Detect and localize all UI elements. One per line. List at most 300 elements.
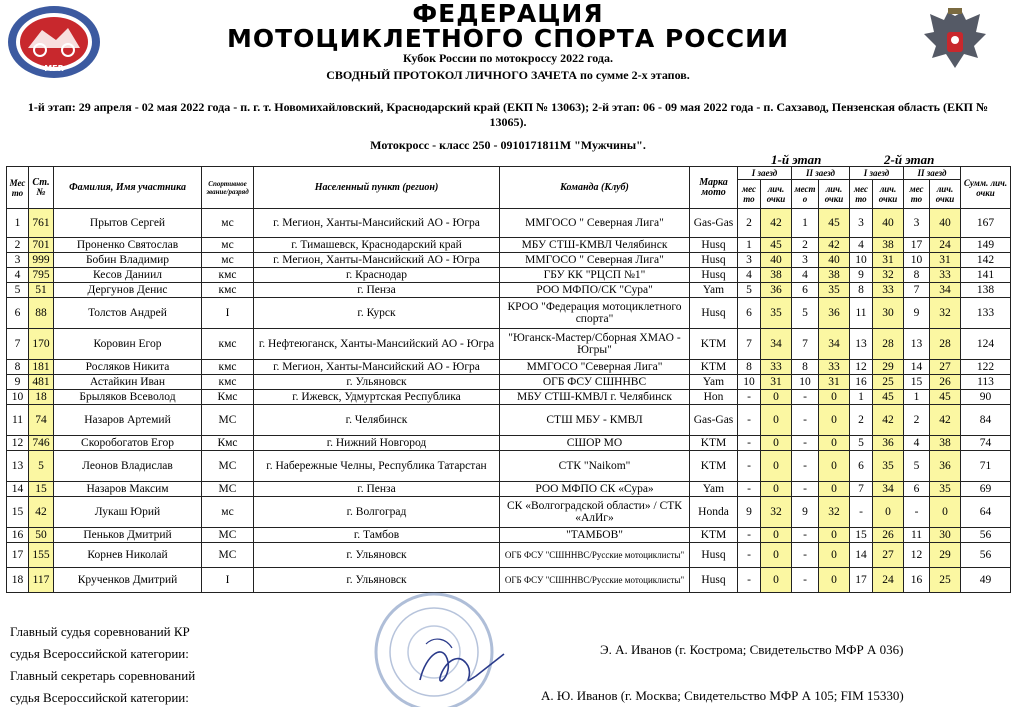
row-moto: Husq [690,568,738,593]
row-s1r2-points: 0 [819,451,850,482]
row-s1r2-points: 0 [819,436,850,451]
row-city: г. Тамбов [254,528,500,543]
row-s1r2-place: 9 [792,497,819,528]
row-name: Кесов Даниил [54,268,202,283]
row-s1r2-points: 38 [819,268,850,283]
row-s1r1-points: 0 [761,390,792,405]
official-stamp-seal [356,582,506,707]
row-s1r1-place: - [738,543,761,568]
row-total: 142 [961,253,1011,268]
secretary-name: А. Ю. Иванов (г. Москва; Свидетельство МФР А 105; FIM 15330) [541,688,904,703]
row-place: 18 [7,568,29,593]
row-s1r1-points: 35 [761,298,792,329]
table-row [7,209,1011,238]
row-s2r2-place: - [904,497,930,528]
row-s2r2-place: 17 [904,238,930,253]
row-rank: кмс [202,329,254,360]
row-city: г. Курск [254,298,500,329]
row-s2r2-place: 12 [904,543,930,568]
col-total: Сумм. лич. очки [961,167,1011,209]
results-table [6,166,1011,593]
row-place: 3 [7,253,29,268]
row-s1r1-points: 0 [761,543,792,568]
row-place: 8 [7,360,29,375]
row-s1r2-points: 45 [819,209,850,238]
table-row [7,253,1011,268]
row-s1r1-points: 0 [761,451,792,482]
row-moto: Husq [690,543,738,568]
row-s1r2-place: - [792,390,819,405]
col-s1r1-place: мес то [738,180,761,209]
col-s1r1-points: лич. очки [761,180,792,209]
row-rank: МС [202,528,254,543]
row-start-no: 117 [29,568,54,593]
row-total: 124 [961,329,1011,360]
row-s2r1-place: 1 [850,390,873,405]
table-row [7,405,1011,436]
row-start-no: 74 [29,405,54,436]
row-s1r1-points: 0 [761,436,792,451]
row-s2r2-points: 27 [930,360,961,375]
row-s2r2-points: 31 [930,253,961,268]
row-s1r2-place: 10 [792,375,819,390]
row-total: 133 [961,298,1011,329]
row-s1r2-points: 32 [819,497,850,528]
row-start-no: 746 [29,436,54,451]
col-start-no: Ст. № [29,167,54,209]
col-s2r2-points: лич. очки [930,180,961,209]
row-team: СШОР МО [500,436,690,451]
row-rank: МС [202,451,254,482]
col-place: Мес то [7,167,29,209]
stage1-label: 1-й этап [771,152,822,167]
table-row [7,329,1011,360]
row-s2r2-place: 1 [904,390,930,405]
row-name: Прытов Сергей [54,209,202,238]
row-s2r1-place: 8 [850,283,873,298]
row-s2r2-points: 40 [930,209,961,238]
row-rank: кмс [202,375,254,390]
row-s2r1-place: 9 [850,268,873,283]
row-place: 5 [7,283,29,298]
row-total: 71 [961,451,1011,482]
row-s1r1-points: 34 [761,329,792,360]
row-moto: Husq [690,298,738,329]
row-s1r1-place: - [738,405,761,436]
row-team: РОО МФПО/СК "Сура" [500,283,690,298]
row-s1r2-place: - [792,543,819,568]
row-team: КРОО "Федерация мотоциклетного спорта" [500,298,690,329]
row-place: 16 [7,528,29,543]
stages-info: 1-й этап: 29 апреля - 02 мая 2022 года - п. г. т. Новомихайловский, Краснодарский край (ЕКП № 13063); 2-й этап: 06 - 09 мая 2022 года - п. Сахзавод, Пензенская область (ЕКП № 13065). [27,100,989,129]
row-s2r2-points: 33 [930,268,961,283]
row-s1r1-place: - [738,390,761,405]
row-moto: Yam [690,375,738,390]
row-s2r2-points: 0 [930,497,961,528]
row-s2r1-place: 14 [850,543,873,568]
table-row [7,375,1011,390]
row-start-no: 761 [29,209,54,238]
judge-label-2: судья Всероссийской категории: [10,646,189,661]
judge-label-1: Главный судья соревнований КР [10,624,190,639]
row-team: ОГБ ФСУ СШННВС [500,375,690,390]
row-name: Астайкин Иван [54,375,202,390]
row-name: Корнев Николай [54,543,202,568]
row-rank: мс [202,497,254,528]
row-moto: KTM [690,329,738,360]
row-s2r1-points: 27 [873,543,904,568]
row-city: г. Ульяновск [254,568,500,593]
row-rank: кмс [202,268,254,283]
row-s2r1-points: 38 [873,238,904,253]
judge-name: Э. А. Иванов (г. Кострома; Свидетельство МФР А 036) [600,642,904,657]
secretary-label-1: Главный секретарь соревнований [10,668,196,683]
row-s2r1-place: - [850,497,873,528]
row-rank: I [202,568,254,593]
row-s1r2-place: - [792,451,819,482]
row-name: Росляков Никита [54,360,202,375]
row-s1r1-points: 31 [761,375,792,390]
row-s1r1-place: 6 [738,298,761,329]
row-rank: мс [202,253,254,268]
row-s2r1-place: 17 [850,568,873,593]
col-s2-race2: II заезд [904,167,961,180]
row-s2r1-points: 45 [873,390,904,405]
row-s1r2-points: 35 [819,283,850,298]
row-s2r2-points: 36 [930,451,961,482]
row-s1r2-place: - [792,436,819,451]
row-s2r1-place: 10 [850,253,873,268]
row-s1r2-place: 3 [792,253,819,268]
row-rank: МС [202,543,254,568]
row-rank: кмс [202,360,254,375]
row-rank: МС [202,405,254,436]
row-place: 4 [7,268,29,283]
row-moto: Gas-Gas [690,405,738,436]
row-place: 13 [7,451,29,482]
row-place: 6 [7,298,29,329]
table-row [7,268,1011,283]
row-s2r2-points: 28 [930,329,961,360]
row-s1r1-points: 0 [761,482,792,497]
row-team: "ТАМБОВ" [500,528,690,543]
row-s1r1-points: 42 [761,209,792,238]
row-s1r1-place: 1 [738,238,761,253]
row-s2r1-place: 12 [850,360,873,375]
row-rank: мс [202,238,254,253]
row-s1r1-place: 2 [738,209,761,238]
row-city: г. Пенза [254,283,500,298]
row-total: 56 [961,528,1011,543]
row-rank: мс [202,209,254,238]
row-team: СТК "Naikom" [500,451,690,482]
row-team: МБУ СТШ-КМВЛ Челябинск [500,238,690,253]
row-team: ОГБ ФСУ "СШННВС/Русские мотоциклисты" [500,543,690,568]
row-name: Крученков Дмитрий [54,568,202,593]
row-moto: Husq [690,253,738,268]
row-start-no: 795 [29,268,54,283]
row-total: 122 [961,360,1011,375]
row-s2r1-points: 33 [873,283,904,298]
row-moto: KTM [690,528,738,543]
stage2-label: 2-й этап [884,152,935,167]
row-s2r1-points: 42 [873,405,904,436]
col-s1-race1: I заезд [738,167,792,180]
row-s2r2-points: 30 [930,528,961,543]
row-s1r2-points: 31 [819,375,850,390]
row-s1r1-place: 7 [738,329,761,360]
row-s2r2-place: 14 [904,360,930,375]
table-row [7,238,1011,253]
row-city: г. Ижевск, Удмуртская Республика [254,390,500,405]
row-s1r1-points: 0 [761,405,792,436]
table-row [7,451,1011,482]
row-start-no: 51 [29,283,54,298]
class-info: Мотокросс - класс 250 - 0910171811М "Мужчины". [370,138,646,152]
row-total: 84 [961,405,1011,436]
row-s1r2-points: 0 [819,543,850,568]
row-s1r2-place: - [792,528,819,543]
row-s2r2-place: 16 [904,568,930,593]
row-s2r1-place: 5 [850,436,873,451]
row-s2r1-place: 7 [850,482,873,497]
col-s1r2-place: мест о [792,180,819,209]
col-s2r1-place: мес то [850,180,873,209]
row-s2r1-points: 34 [873,482,904,497]
row-s2r1-place: 16 [850,375,873,390]
row-s1r1-place: 4 [738,268,761,283]
row-s1r1-points: 45 [761,238,792,253]
row-start-no: 15 [29,482,54,497]
row-s2r1-points: 26 [873,528,904,543]
title-line2: МОТОЦИКЛЕТНОГО СПОРТА РОССИИ [226,24,789,53]
row-moto: KTM [690,451,738,482]
row-city: г. Ульяновск [254,543,500,568]
row-s2r2-points: 29 [930,543,961,568]
row-city: г. Нижний Новгород [254,436,500,451]
row-moto: KTM [690,436,738,451]
row-s2r2-place: 3 [904,209,930,238]
row-moto: KTM [690,360,738,375]
row-s1r1-points: 32 [761,497,792,528]
table-row [7,528,1011,543]
table-row [7,390,1011,405]
row-name: Назаров Артемий [54,405,202,436]
row-total: 74 [961,436,1011,451]
row-place: 10 [7,390,29,405]
row-start-no: 50 [29,528,54,543]
row-total: 141 [961,268,1011,283]
row-s2r1-place: 15 [850,528,873,543]
col-s2-race1: I заезд [850,167,904,180]
row-s2r2-place: 6 [904,482,930,497]
row-name: Толстов Андрей [54,298,202,329]
row-s1r1-points: 0 [761,528,792,543]
col-moto: Марка мото [690,167,738,209]
row-start-no: 18 [29,390,54,405]
row-name: Назаров Максим [54,482,202,497]
row-s1r2-points: 34 [819,329,850,360]
row-s1r1-place: 9 [738,497,761,528]
row-start-no: 170 [29,329,54,360]
row-s1r2-place: 7 [792,329,819,360]
row-moto: Gas-Gas [690,209,738,238]
row-city: г. Челябинск [254,405,500,436]
row-place: 15 [7,497,29,528]
row-s2r1-place: 4 [850,238,873,253]
col-rank: Спортивное звание/разряд [202,167,254,209]
row-s1r2-points: 0 [819,482,850,497]
row-start-no: 481 [29,375,54,390]
row-start-no: 155 [29,543,54,568]
row-s1r2-place: 4 [792,268,819,283]
row-s2r1-points: 32 [873,268,904,283]
row-s1r2-points: 0 [819,528,850,543]
row-moto: Honda [690,497,738,528]
row-city: г. Волгоград [254,497,500,528]
row-s2r1-points: 35 [873,451,904,482]
row-s1r1-place: - [738,528,761,543]
row-s1r2-points: 0 [819,390,850,405]
row-s1r1-points: 33 [761,360,792,375]
row-s2r2-place: 2 [904,405,930,436]
row-start-no: 999 [29,253,54,268]
row-s2r1-points: 29 [873,360,904,375]
col-s2r1-points: лич. очки [873,180,904,209]
row-s2r2-place: 13 [904,329,930,360]
row-s1r1-points: 0 [761,568,792,593]
row-s2r2-place: 11 [904,528,930,543]
row-s1r1-place: 8 [738,360,761,375]
table-row [7,482,1011,497]
row-city: г. Нефтеюганск, Ханты-Мансийский АО - Югра [254,329,500,360]
row-city: г. Тимашевск, Краснодарский край [254,238,500,253]
row-name: Проненко Святослав [54,238,202,253]
row-name: Скоробогатов Егор [54,436,202,451]
secretary-label-2: судья Всероссийской категории: [10,690,189,705]
row-start-no: 5 [29,451,54,482]
row-s1r1-place: 5 [738,283,761,298]
row-rank: Кмс [202,390,254,405]
row-s2r1-place: 2 [850,405,873,436]
row-s1r1-points: 36 [761,283,792,298]
row-s1r2-place: 2 [792,238,819,253]
row-rank: Кмс [202,436,254,451]
protocol-title: СВОДНЫЙ ПРОТОКОЛ ЛИЧНОГО ЗАЧЕТА по сумме 2-х этапов. [326,68,690,82]
row-s2r1-place: 11 [850,298,873,329]
row-name: Лукаш Юрий [54,497,202,528]
row-team: "Юганск-Мастер/Сборная ХМАО - Югры" [500,329,690,360]
row-s1r1-place: - [738,451,761,482]
row-s2r2-points: 26 [930,375,961,390]
row-total: 113 [961,375,1011,390]
row-place: 17 [7,543,29,568]
row-s2r1-place: 6 [850,451,873,482]
row-s1r2-points: 33 [819,360,850,375]
table-row [7,436,1011,451]
row-team: ММГОСО " Северная Лига" [500,209,690,238]
row-start-no: 701 [29,238,54,253]
row-s1r2-points: 0 [819,568,850,593]
row-s2r2-place: 7 [904,283,930,298]
row-name: Бобин Владимир [54,253,202,268]
row-city: г. Мегион, Ханты-Мансийский АО - Югра [254,209,500,238]
row-s2r1-points: 24 [873,568,904,593]
row-s1r2-place: - [792,482,819,497]
row-s2r1-points: 31 [873,253,904,268]
row-s1r2-place: - [792,568,819,593]
title-line1: ФЕДЕРАЦИЯ [412,0,604,28]
row-s2r2-place: 15 [904,375,930,390]
row-s1r2-place: - [792,405,819,436]
row-city: г. Пенза [254,482,500,497]
row-team: ММГОСО "Северная Лига" [500,360,690,375]
row-place: 11 [7,405,29,436]
row-s1r1-place: - [738,482,761,497]
table-row [7,298,1011,329]
row-name: Леонов Владислав [54,451,202,482]
row-name: Дергунов Денис [54,283,202,298]
row-s2r1-points: 0 [873,497,904,528]
row-team: МБУ СТШ-КМВЛ г. Челябинск [500,390,690,405]
row-total: 56 [961,543,1011,568]
row-s1r2-points: 0 [819,405,850,436]
col-city: Населенный пункт (регион) [254,167,500,209]
row-s2r1-points: 25 [873,375,904,390]
row-s1r2-place: 5 [792,298,819,329]
row-team: СК «Волгоградской области» / СТК «АлИг» [500,497,690,528]
row-total: 138 [961,283,1011,298]
row-moto: Yam [690,283,738,298]
row-s1r2-points: 42 [819,238,850,253]
row-place: 9 [7,375,29,390]
table-row [7,497,1011,528]
col-s1r2-points: лич. очки [819,180,850,209]
col-s2r2-place: мес то [904,180,930,209]
row-s1r1-place: - [738,436,761,451]
row-s2r2-points: 34 [930,283,961,298]
col-name: Фамилия, Имя участника [54,167,202,209]
row-s2r1-place: 13 [850,329,873,360]
row-s2r1-points: 40 [873,209,904,238]
row-team: РОО МФПО СК «Сура» [500,482,690,497]
row-total: 149 [961,238,1011,253]
row-total: 49 [961,568,1011,593]
subtitle: Кубок России по мотокроссу 2022 года. [403,51,613,65]
row-rank: МС [202,482,254,497]
row-team: ММГОСО " Северная Лига" [500,253,690,268]
row-s1r1-place: 10 [738,375,761,390]
row-city: г. Ульяновск [254,375,500,390]
row-s2r1-place: 3 [850,209,873,238]
row-s2r2-points: 38 [930,436,961,451]
row-total: 69 [961,482,1011,497]
row-city: г. Мегион, Ханты-Мансийский АО - Югра [254,360,500,375]
row-s1r2-points: 36 [819,298,850,329]
row-start-no: 42 [29,497,54,528]
row-s2r1-points: 36 [873,436,904,451]
row-team: СТШ МБУ - КМВЛ [500,405,690,436]
row-name: Пеньков Дмитрий [54,528,202,543]
row-name: Брыляков Всеволод [54,390,202,405]
row-s2r2-place: 9 [904,298,930,329]
row-total: 64 [961,497,1011,528]
row-start-no: 88 [29,298,54,329]
row-s2r2-place: 5 [904,451,930,482]
row-s2r2-points: 25 [930,568,961,593]
row-s1r1-points: 40 [761,253,792,268]
row-s1r2-place: 1 [792,209,819,238]
